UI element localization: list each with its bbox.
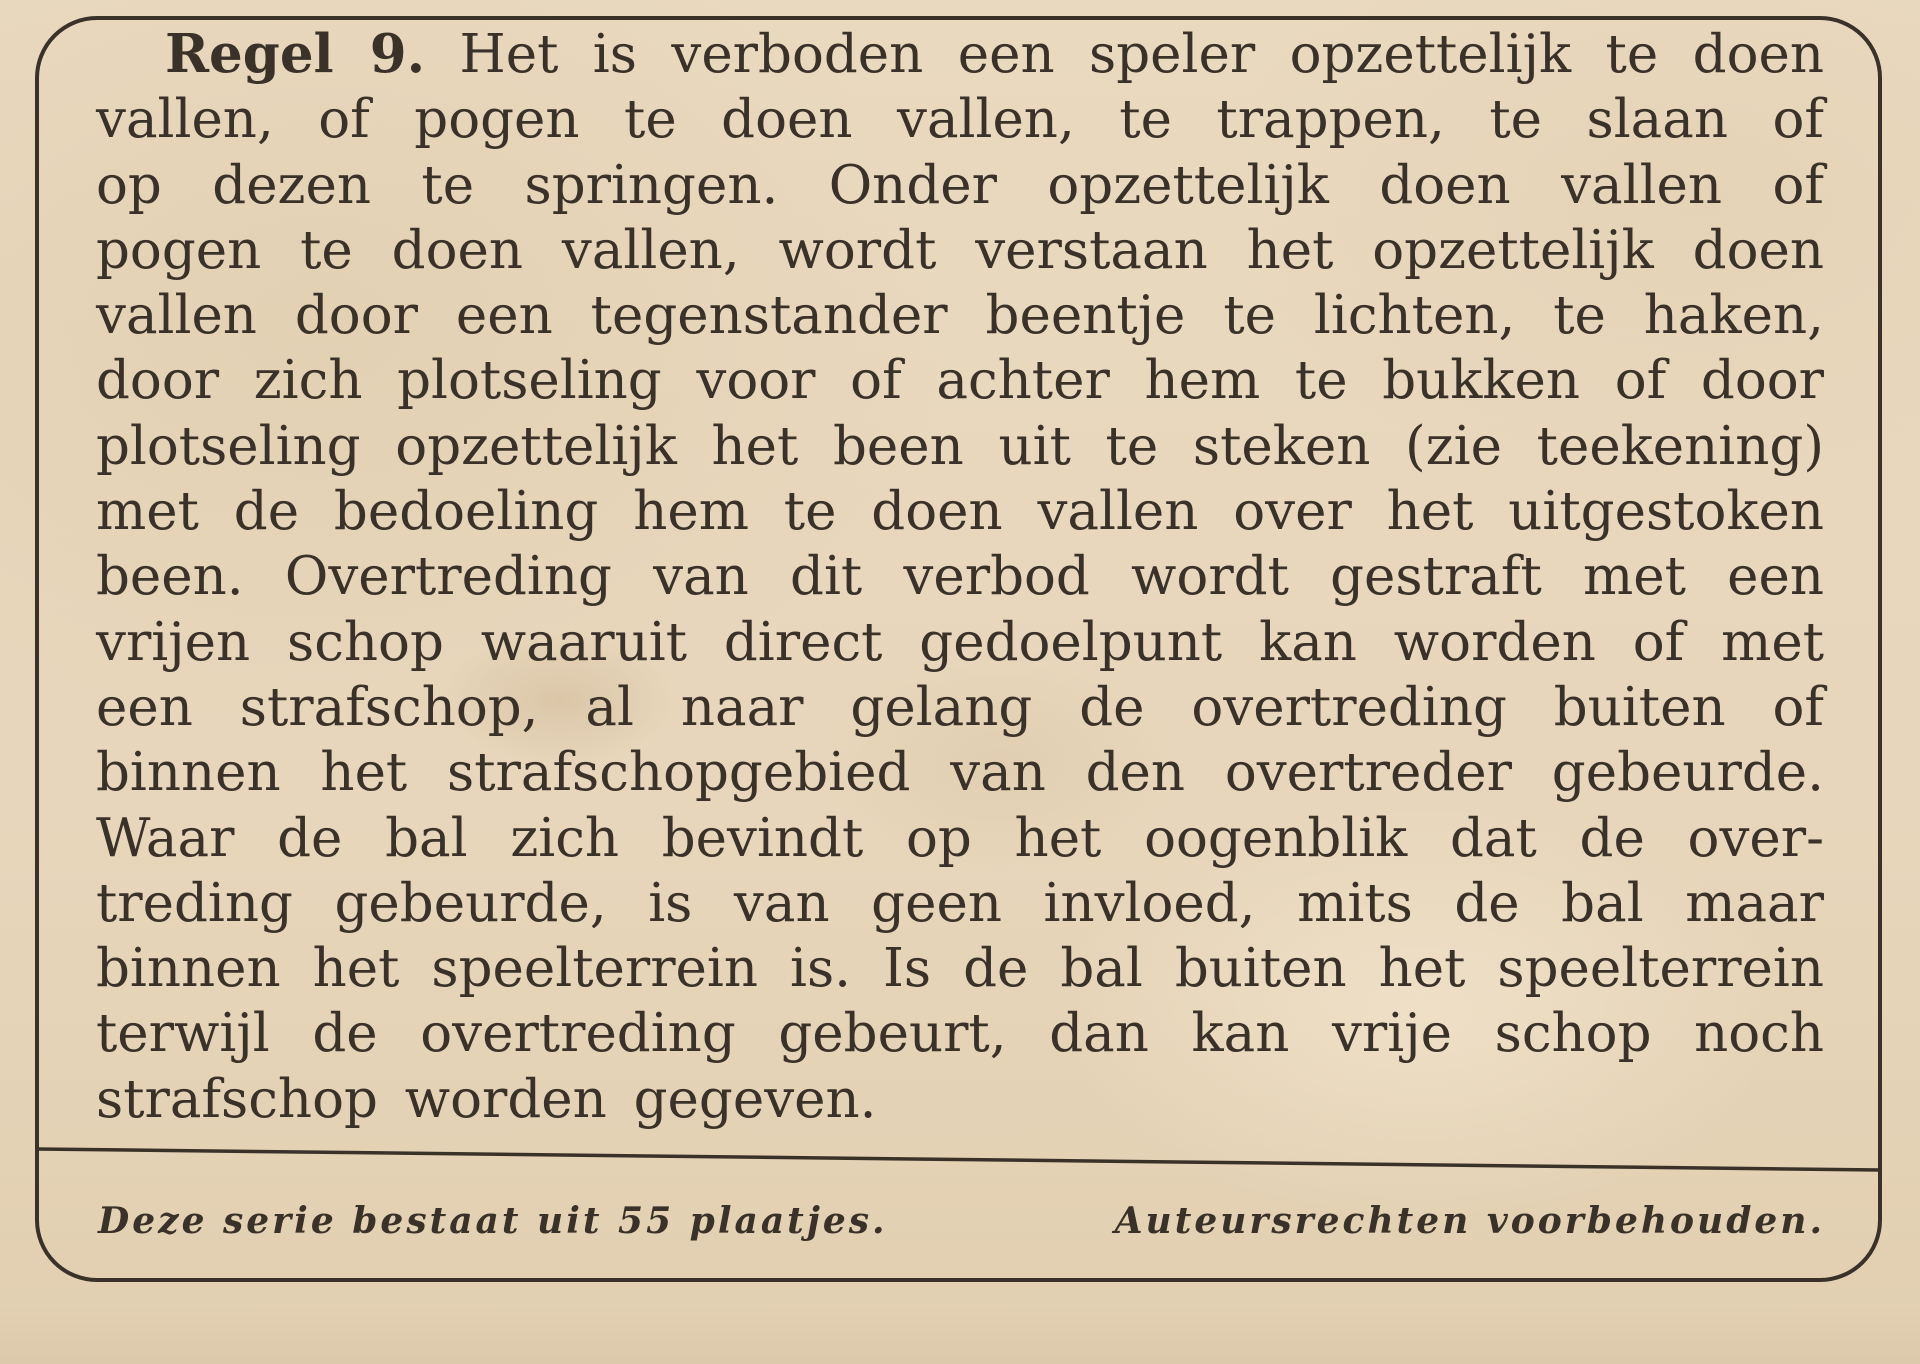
copyright-note: Auteursrechten voorbehouden. [1114, 1200, 1825, 1242]
rule-text-line: been. Overtreding van dit verbod wordt gestraft met een [96, 546, 1824, 608]
rule-text-line: strafschop worden gegeven. [96, 1068, 877, 1130]
rule-number: Regel 9. [165, 23, 426, 85]
rule-text-line: binnen het strafschopgebied van den overtreder gebeurde. [96, 742, 1824, 804]
rule-text-line: terwijl de overtreding gebeurt, dan kan vrije schop noch [96, 1003, 1824, 1065]
series-note: Deze serie bestaat uit 55 plaatjes. [98, 1200, 888, 1242]
rule-text-line: op dezen te springen. Onder opzettelijk doen vallen of [96, 154, 1824, 216]
rule-text-line: vallen, of pogen te doen vallen, te trappen, te slaan of [96, 89, 1824, 151]
card-footer [98, 1197, 1825, 1245]
divider-line [37, 1149, 1880, 1170]
rule-text-line-content: Het is verboden een speler opzettelijk te doen [459, 24, 1824, 85]
rule-text-line: met de bedoeling hem te doen vallen over het uitgestoken [96, 481, 1824, 543]
rule-text-line: pogen te doen vallen, wordt verstaan het opzettelijk doen [96, 219, 1824, 281]
rule-text-line: plotseling opzettelijk het been uit te steken (zie teekening) [96, 415, 1824, 477]
rule-text-line: treding gebeurde, is van geen invloed, mits de bal maar [96, 872, 1824, 934]
rule-text-line: door zich plotseling voor of achter hem te bukken of door [96, 350, 1824, 412]
rule-text-line: Waar de bal zich bevindt op het oogenblik dat de over- [96, 807, 1824, 869]
rule-text-block [96, 22, 1824, 1132]
rule-text-line: een strafschop, al naar gelang de overtreding buiten of [96, 676, 1824, 738]
rule-text-line: vallen door een tegenstander beentje te lichten, te haken, [96, 285, 1824, 347]
rule-text-line [96, 22, 1824, 87]
rule-text-line: binnen het speelterrein is. Is de bal buiten het speelterrein [96, 938, 1824, 1000]
rule-text-line: vrijen schop waaruit direct gedoelpunt kan worden of met [96, 611, 1824, 673]
